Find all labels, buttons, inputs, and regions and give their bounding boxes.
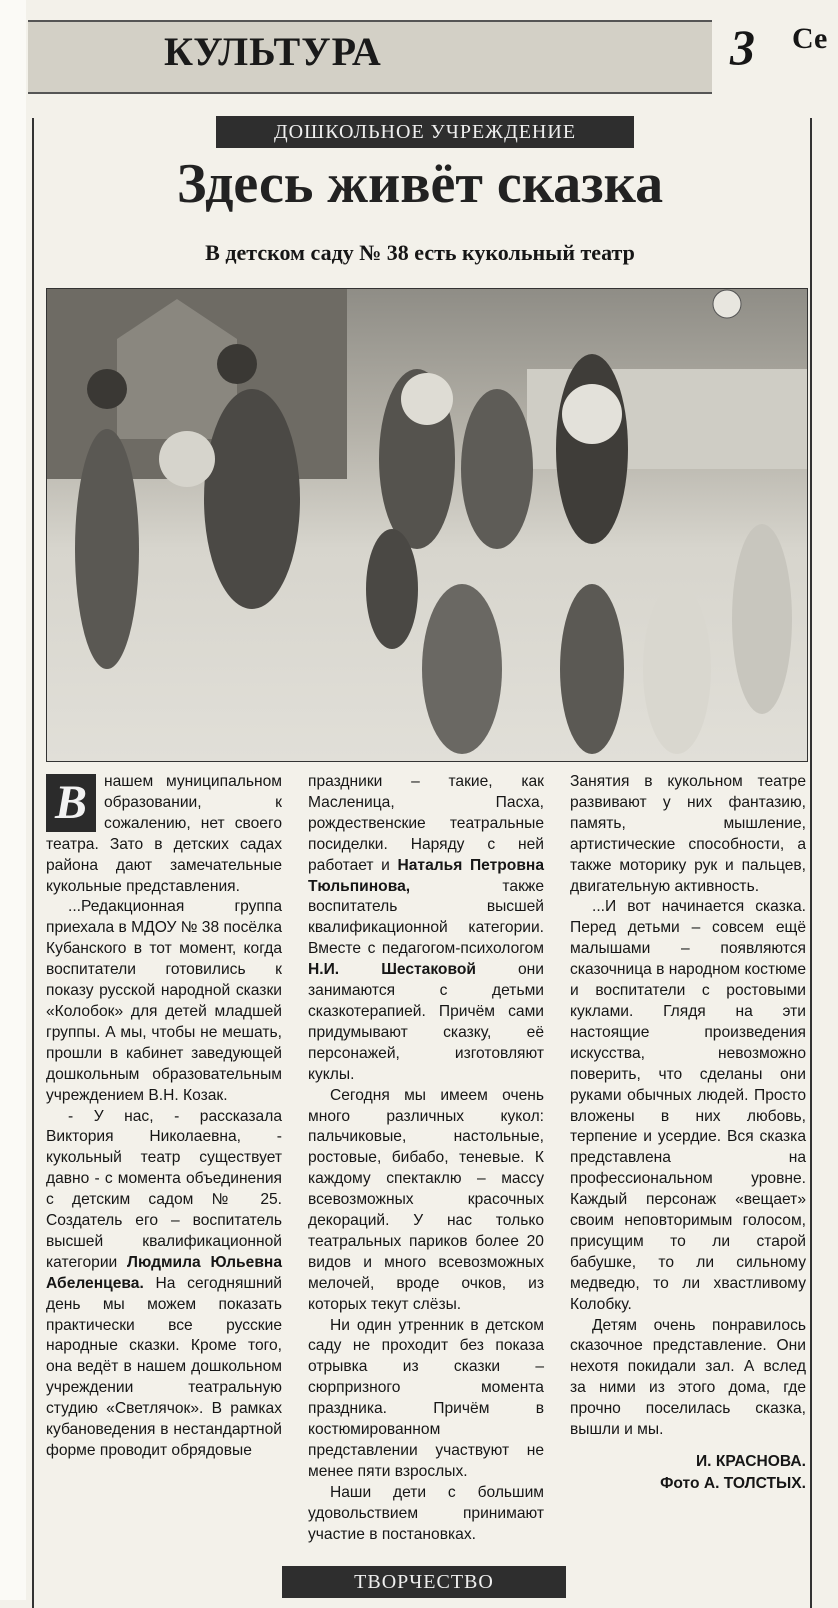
- paragraph: Наши дети с большим удовольствием принимают участие в постановках.: [308, 1483, 544, 1543]
- adult-figure: [461, 389, 533, 549]
- paragraph: ...Редакционная группа приехала в МДОУ № 38 посёлка Кубанского в тот момент, когда воспитатели готовились к показу русской народной сказки «Колобок» для детей младшей группы. А мы, чтобы не мешать, прошли в кабинет заведующей дошкольным образовательным учреждением В.Н. Козак.: [46, 898, 283, 1104]
- paragraph-text: - У нас, - рассказала Виктория Николаевна, - кукольный театр существует давно - с момента объединения с детским садом № 25. Создатель его – воспитатель высшей квалификационной категории: [46, 1107, 282, 1271]
- paragraph: [46, 772, 282, 897]
- paragraph: ...И вот начинается сказка. Перед детьми – совсем ещё малышами – появляются сказочница в народном костюме и воспитатели с ростовыми куклами. Глядя на эти настоящие произведения искусства, невозможно поверить, что сделаны они руками обычных людей. Просто вложены в них любовь, терпение и усердие. Вся сказка представлена на профессиональном уровне. Каждый персонаж «вещает» своим неповторимым голосом, присущим то ли старой бабушке, то ли сильному медведю, то ли хвастливому Колобку.: [570, 898, 807, 1313]
- bear-puppet-face: [401, 373, 453, 425]
- person-name: Людмила Юльевна Абеленцева.: [46, 1253, 282, 1292]
- paragraph: Детям очень понравилось сказочное представление. Они нехотя покидали зал. А вслед за ними из этого дома, где прочно поселилась сказка, вышли и мы.: [570, 1316, 806, 1439]
- paragraph: [46, 1107, 282, 1462]
- paragraph: [308, 772, 544, 1086]
- article-rubric: ДОШКОЛЬНОЕ УЧРЕЖДЕНИЕ: [216, 116, 634, 148]
- child-figure: [366, 529, 418, 649]
- adjacent-heading-fragment: Се: [792, 22, 828, 55]
- text-column-3: [570, 772, 806, 1495]
- drop-cap: В: [46, 774, 96, 832]
- author: И. КРАСНОВА.: [695, 1453, 806, 1470]
- article-photo: [46, 288, 808, 762]
- adult-figure: [204, 389, 300, 609]
- article-title: Здесь живёт сказка: [176, 153, 664, 215]
- paragraph-text: праздники – такие, как Масленица, Пасха, рождественские театральные посиделки. Наряду с ней работает и: [308, 773, 544, 874]
- wall-clock: [713, 290, 741, 318]
- paragraph: Занятия в кукольном театре развивают у них фантазию, память, мышление, артистические способности, а также моторику рук и пальцев, двигательную активность.: [570, 773, 806, 895]
- child-figure: [422, 584, 502, 754]
- article-subtitle: В детском саду № 38 есть кукольный театр: [205, 240, 635, 265]
- page-number: 3: [730, 19, 755, 75]
- paragraph-text: они занимаются с детьми сказкотерапией. Причём сами придумывают сказку, её персонажей, изготовляют куклы.: [308, 961, 544, 1083]
- text-column-2: [308, 772, 544, 1546]
- child-figure: [643, 584, 711, 754]
- paragraph: Ни один утренник в детском саду не проходит без показа отрывка из сказки – сюрпризного момента праздника. Причём в костюмированном представлении участвуют не менее пяти взрослых.: [308, 1316, 544, 1480]
- adult-figure: [556, 354, 628, 544]
- adult-figure: [75, 429, 139, 669]
- article-body: [46, 772, 807, 1543]
- kolobok-puppet: [562, 384, 622, 444]
- child-figure: [732, 524, 792, 714]
- person-name: Н.И. Шестаковой: [308, 961, 476, 979]
- adult-head: [87, 369, 127, 409]
- puppet-face: [159, 431, 215, 487]
- text-column-1: [46, 772, 282, 1462]
- paragraph-text: На сегодняшний день мы можем показать практически все русские народные сказки. Кроме того, она ведёт в нашем дошкольном учреждении театральную студию «Светлячок». В рамках кубановедения в нестандартной форме проводит обрядовые: [46, 1274, 282, 1459]
- adult-head: [217, 344, 257, 384]
- person-name: Наталья Петровна Тюльпинова,: [308, 856, 544, 895]
- photo-scene: [47, 289, 807, 761]
- page-margin: [0, 0, 26, 1600]
- section-title: КУЛЬТУРА: [164, 29, 382, 74]
- child-figure: [560, 584, 624, 754]
- paragraph-text: нашем муниципальном образовании, к сожалению, нет своего театра. Зато в детских садах района дают замечательные кукольные представления.: [46, 773, 282, 895]
- next-article-rubric: ТВОРЧЕСТВО: [282, 1566, 566, 1598]
- byline: [570, 1451, 806, 1495]
- paragraph-text: также воспитатель высшей квалификационной категории. Вместе с педагогом-психологом: [308, 877, 544, 958]
- photo-credit: Фото А. ТОЛСТЫХ.: [660, 1475, 806, 1492]
- paragraph: Сегодня мы имеем очень много различных кукол: пальчиковые, настольные, ростовые, бибабо, теневые. К каждому спектаклю – массу всевозможных красочных декораций. У нас только театральных париков более 20 видов и много всевозможных мелочей, вроде очков, из которых текут слёзы.: [308, 1086, 544, 1313]
